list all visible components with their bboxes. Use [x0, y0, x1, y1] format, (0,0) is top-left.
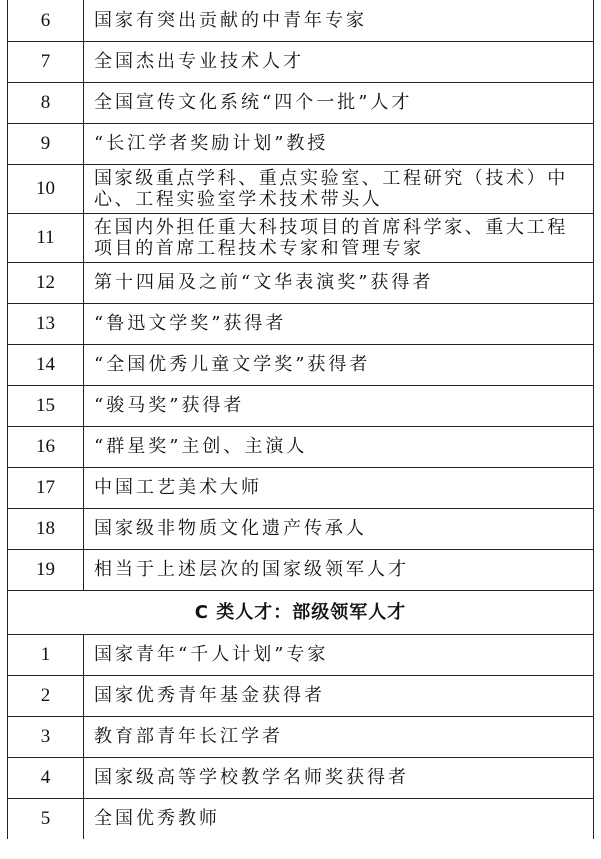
table-row	[8, 799, 594, 840]
table-row	[8, 676, 594, 717]
row-text: “群星奖”主创、主演人	[84, 427, 594, 468]
row-number: 10	[8, 165, 84, 214]
table-row	[8, 42, 594, 83]
row-number: 13	[8, 304, 84, 345]
row-text: 相当于上述层次的国家级领军人才	[84, 550, 594, 591]
table-row	[8, 386, 594, 427]
row-text: 全国优秀教师	[84, 799, 594, 840]
row-number: 18	[8, 509, 84, 550]
category-c-heading: C 类人才：部级领军人才	[8, 591, 594, 635]
row-text: 国家级高等学校教学名师奖获得者	[84, 758, 594, 799]
row-number: 15	[8, 386, 84, 427]
row-number: 4	[8, 758, 84, 799]
table-row	[8, 427, 594, 468]
table-row	[8, 509, 594, 550]
row-number: 3	[8, 717, 84, 758]
row-text: “骏马奖”获得者	[84, 386, 594, 427]
table-row	[8, 717, 594, 758]
row-text: “全国优秀儿童文学奖”获得者	[84, 345, 594, 386]
row-text: 全国杰出专业技术人才	[84, 42, 594, 83]
row-text: 国家青年“千人计划”专家	[84, 635, 594, 676]
row-number: 6	[8, 0, 84, 42]
row-number: 9	[8, 124, 84, 165]
row-number: 19	[8, 550, 84, 591]
table-row	[8, 550, 594, 591]
row-text: 国家优秀青年基金获得者	[84, 676, 594, 717]
row-text: 全国宣传文化系统“四个一批”人才	[84, 83, 594, 124]
row-number: 17	[8, 468, 84, 509]
table-row	[8, 0, 594, 42]
category-row	[8, 591, 594, 635]
row-text: 国家级重点学科、重点实验室、工程研究（技术）中心、工程实验室学术技术带头人	[84, 165, 594, 214]
row-number: 16	[8, 427, 84, 468]
table-row	[8, 214, 594, 263]
row-number: 14	[8, 345, 84, 386]
row-number: 12	[8, 263, 84, 304]
talent-table	[7, 0, 594, 839]
row-number: 11	[8, 214, 84, 263]
row-number: 2	[8, 676, 84, 717]
row-number: 5	[8, 799, 84, 840]
table-row	[8, 304, 594, 345]
row-text: “长江学者奖励计划”教授	[84, 124, 594, 165]
table-row	[8, 758, 594, 799]
row-text: 教育部青年长江学者	[84, 717, 594, 758]
row-text: 在国内外担任重大科技项目的首席科学家、重大工程项目的首席工程技术专家和管理专家	[84, 214, 594, 263]
row-text: 国家级非物质文化遗产传承人	[84, 509, 594, 550]
row-text: 第十四届及之前“文华表演奖”获得者	[84, 263, 594, 304]
row-number: 1	[8, 635, 84, 676]
row-number: 7	[8, 42, 84, 83]
table-row	[8, 124, 594, 165]
table-row	[8, 263, 594, 304]
table-row	[8, 165, 594, 214]
row-text: 中国工艺美术大师	[84, 468, 594, 509]
row-text: “鲁迅文学奖”获得者	[84, 304, 594, 345]
table-row	[8, 83, 594, 124]
row-text: 国家有突出贡献的中青年专家	[84, 0, 594, 42]
table-row	[8, 635, 594, 676]
table-row	[8, 345, 594, 386]
table-row	[8, 468, 594, 509]
row-number: 8	[8, 83, 84, 124]
